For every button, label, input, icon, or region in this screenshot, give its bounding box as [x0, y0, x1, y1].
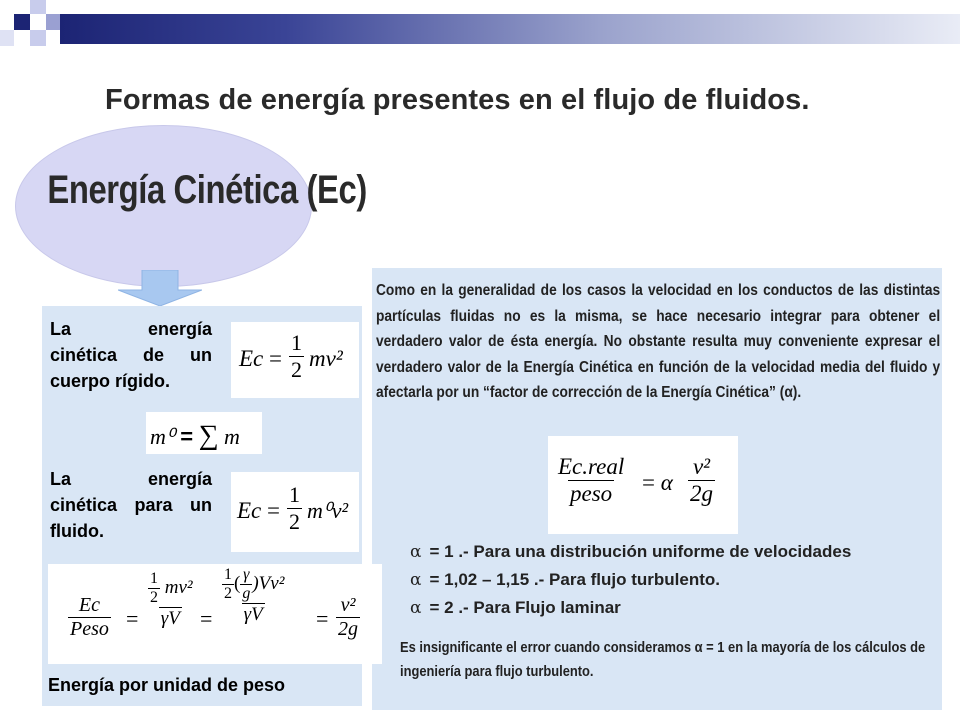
- alpha-item-turbulent: [410, 570, 720, 590]
- formula-mass-lhs: m⁰: [150, 424, 175, 449]
- formula-fluid-rhs: m⁰v²: [307, 498, 349, 523]
- main-alpha: α: [660, 470, 673, 495]
- header-gradient-bar: [60, 14, 960, 44]
- formula-mass-sum: [146, 412, 262, 454]
- weight-t2-num-b: 2: [150, 589, 158, 606]
- weight-eq-2: =: [200, 606, 213, 631]
- alpha-item-uniform: [410, 542, 851, 562]
- alpha-item-text: = 1 .- Para una distribución uniforme de velocidades: [429, 542, 852, 561]
- weight-t3-den: γV: [243, 604, 263, 625]
- turbulent-flow-note: Es insignificante el error cuando consideramos α = 1 en la mayoría de los cálculos de ingeniería para flujo turbulento.: [400, 639, 926, 680]
- formula-mass-rhs: m: [224, 424, 240, 449]
- formula-mass-sum-symbol: ∑: [198, 420, 219, 451]
- header-square-dark: [14, 14, 30, 30]
- formula-rigid-rhs: mv²: [309, 346, 343, 371]
- alpha-symbol-icon: α: [410, 598, 422, 618]
- formula-fluid-num: 1: [289, 482, 300, 507]
- main-r-num: v²: [692, 454, 711, 479]
- slide-title: Formas de energía presentes en el flujo de fluidos.: [105, 84, 810, 116]
- weight-t4-den: 2g: [338, 618, 358, 640]
- alpha-item-laminar: [410, 598, 621, 618]
- formula-fluid-lhs: Ec: [237, 498, 262, 523]
- main-den: peso: [570, 481, 613, 506]
- label-energy-per-weight: Energía por unidad de peso: [48, 675, 286, 695]
- weight-t3-num-e: g: [242, 585, 251, 602]
- weight-eq-3: =: [316, 606, 329, 631]
- correction-factor-paragraph: Como en la generalidad de los casos la velocidad en los conductos de las distintas partículas fluidas no es la misma, se hace necesario integrar para obtener el verdadero valor de ésta energía. No obstante resulta muy conveniente expresar el verdadero valor de la Energía Cinética en función de la velocidad media del fluido y afectarla por un “factor de corrección de la Energía Cinética” (α).: [376, 282, 941, 401]
- formula-rigid-num: 1: [291, 330, 302, 355]
- formula-rigid-body: [231, 322, 359, 398]
- weight-t2-num-c: mv²: [164, 576, 193, 598]
- formula-energy-per-weight: [48, 564, 382, 664]
- header-square-light-2: [30, 30, 46, 46]
- alpha-item-text: = 2 .- Para Flujo laminar: [429, 598, 621, 617]
- weight-t2-den: γV: [160, 608, 180, 629]
- weight-t3-num-f: )Vv²: [252, 572, 285, 594]
- formula-rigid-eq: =: [269, 346, 282, 371]
- formula-fluid-eq: =: [267, 498, 280, 523]
- main-num: Ec.real: [558, 454, 625, 479]
- weight-t1-num: Ec: [78, 594, 100, 616]
- main-r-den: 2g: [690, 481, 713, 506]
- formula-rigid-den: 2: [291, 357, 302, 382]
- weight-t3-num-d: γ: [243, 566, 250, 583]
- alpha-symbol-icon: α: [410, 570, 422, 590]
- alpha-item-text: = 1,02 – 1,15 .- Para flujo turbulento.: [429, 570, 720, 589]
- formula-fluid-den: 2: [289, 509, 300, 534]
- label-rigid-body: La energía cinética de un cuerpo rígido.: [50, 319, 212, 391]
- weight-t3-num-a: 1: [224, 566, 232, 583]
- topic-bubble-label: Energía Cinética (Ec): [47, 168, 367, 212]
- alpha-symbol-icon: α: [410, 542, 422, 562]
- header-square-mid: [46, 14, 60, 30]
- formula-real-kinetic-energy: [548, 436, 738, 534]
- formula-fluid: [231, 472, 359, 552]
- formula-mass-eq: =: [180, 424, 194, 449]
- weight-t1-den: Peso: [70, 618, 109, 640]
- weight-t2-num-a: 1: [150, 570, 158, 587]
- header-square-light: [30, 0, 46, 14]
- formula-rigid-lhs: Ec: [239, 346, 264, 371]
- weight-t4-num: v²: [340, 594, 356, 616]
- down-arrow-icon: [118, 270, 202, 306]
- header-square-pale: [0, 30, 14, 46]
- weight-eq-1: =: [126, 606, 139, 631]
- weight-t3-num-b: 2: [224, 585, 232, 602]
- weight-t3-num-c: (: [234, 572, 241, 594]
- label-fluid: La energía cinética para un fluido.: [50, 469, 212, 541]
- main-eq: =: [642, 470, 655, 495]
